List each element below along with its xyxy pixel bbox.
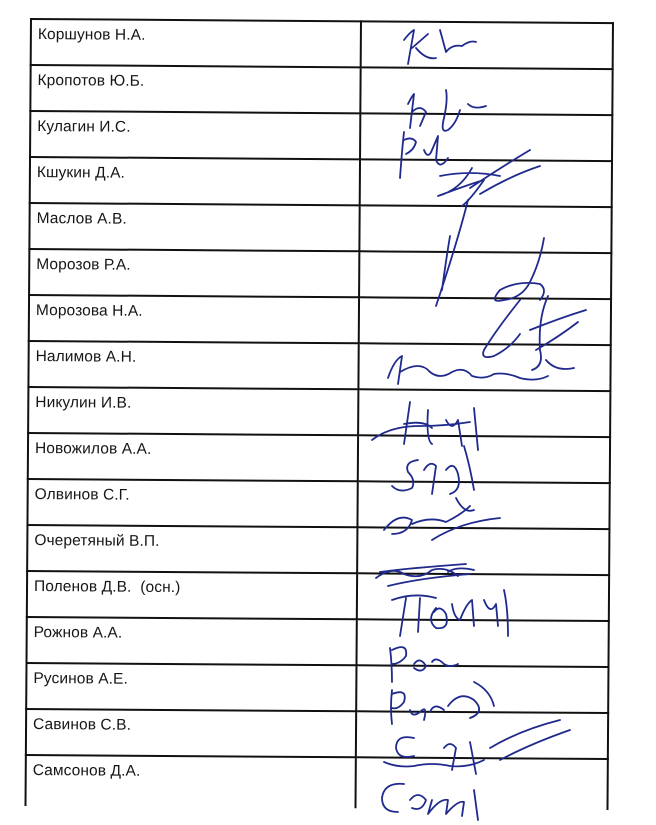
table-row (27, 571, 609, 621)
person-name: Самсонов Д.А. (32, 762, 141, 780)
name-cell (28, 387, 358, 435)
person-name: Рожнов А.А. (33, 624, 123, 642)
name-cell (26, 709, 356, 757)
person-name: Очеретяный В.П. (34, 532, 160, 550)
person-name: Поленов Д.В. (осн.) (33, 578, 181, 597)
person-name: Коршунов Н.А. (37, 26, 146, 44)
table-row (26, 617, 608, 667)
signature-cell (356, 665, 608, 713)
signature-cell (358, 435, 610, 483)
signature-cell (359, 297, 611, 345)
person-name: Налимов А.Н. (35, 348, 137, 366)
signature-cell (358, 343, 610, 391)
name-cell (26, 663, 356, 711)
signature-table (24, 18, 613, 810)
signature-cell (357, 527, 609, 575)
person-name: Кшукин Д.А. (36, 164, 126, 182)
table-row (28, 387, 610, 437)
table-row (26, 663, 608, 713)
name-cell (26, 617, 356, 665)
name-cell (27, 525, 357, 573)
signature-cell (360, 113, 612, 161)
table-row (30, 157, 612, 207)
signature-cell (357, 481, 609, 529)
person-name: Морозов Р.А. (36, 256, 131, 274)
name-cell (28, 433, 358, 481)
person-name: Маслов А.В. (36, 210, 127, 228)
name-cell (31, 19, 361, 67)
name-cell (25, 755, 355, 808)
name-cell (30, 157, 360, 205)
person-name: Савинов С.В. (33, 716, 132, 734)
table-row (28, 341, 610, 391)
table-row (29, 203, 611, 253)
table-row (27, 479, 609, 529)
signature-cell (359, 251, 611, 299)
table-row (29, 249, 611, 299)
name-cell (30, 65, 360, 113)
table-row (29, 295, 611, 345)
table-row (25, 755, 607, 810)
signature-cell (356, 711, 608, 759)
signature-cell (356, 619, 608, 667)
table-row (28, 433, 610, 483)
signature-cell (361, 21, 613, 69)
table-row (31, 19, 613, 69)
table-row (26, 709, 608, 759)
table-row (30, 65, 612, 115)
signature-cell (360, 159, 612, 207)
name-cell (28, 341, 358, 389)
signature-cell (360, 67, 612, 115)
person-name: Олвинов С.Г. (34, 486, 130, 504)
person-name: Кулагин И.С. (37, 118, 131, 136)
table-row (27, 525, 609, 575)
name-cell (29, 203, 359, 251)
person-name: Морозова Н.А. (35, 302, 143, 320)
person-name: Кропотов Ю.Б. (37, 72, 145, 90)
table-row (30, 111, 612, 161)
name-cell (30, 111, 360, 159)
name-cell (27, 571, 357, 619)
name-cell (27, 479, 357, 527)
signature-cell (357, 573, 609, 621)
signature-cell (358, 389, 610, 437)
name-cell (29, 249, 359, 297)
signature-cell (359, 205, 611, 253)
name-cell (29, 295, 359, 343)
signature-cell (355, 757, 607, 810)
person-name: Русинов А.Е. (33, 670, 128, 688)
person-name: Новожилов А.А. (34, 440, 152, 458)
person-name: Никулин И.В. (35, 394, 132, 412)
